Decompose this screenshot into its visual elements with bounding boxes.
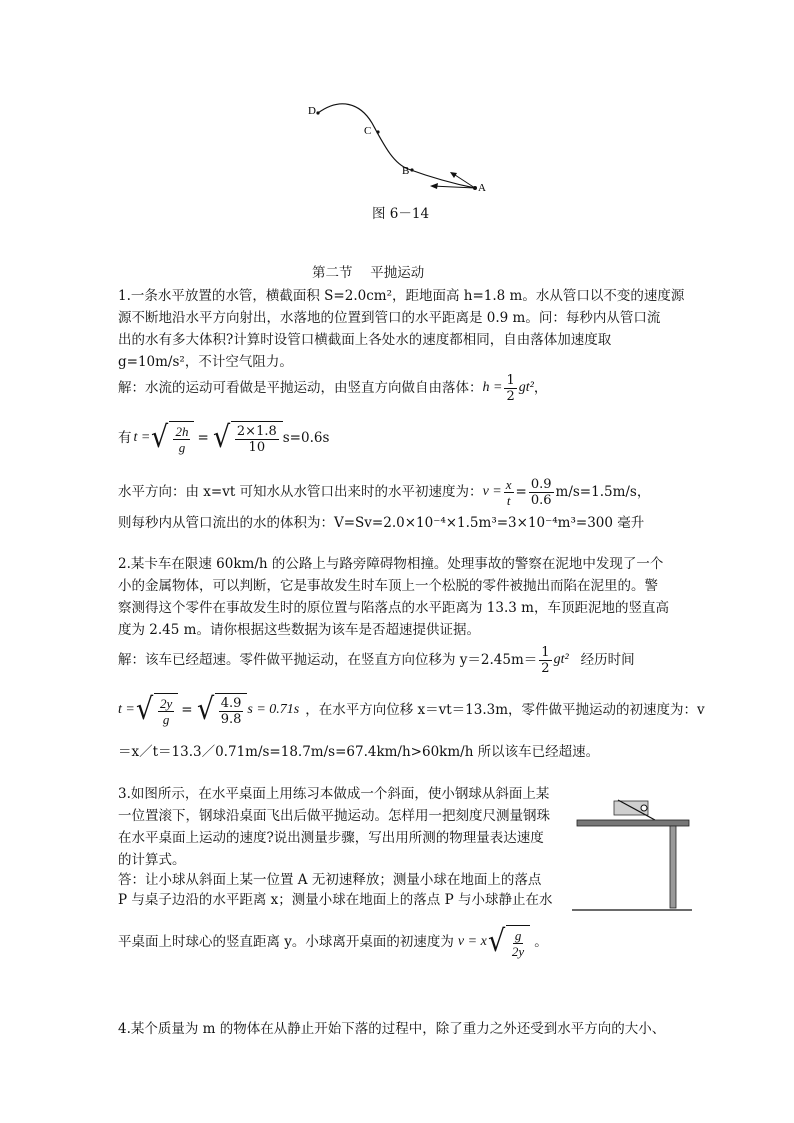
figure-6-14: [300, 95, 500, 200]
q2-sol2-eq: =: [181, 702, 193, 718]
q1-sol2-eq: =: [197, 430, 209, 446]
q1-line-2: 源不断地沿水平方向射出，水落地的位置到管口的水平距离是 0.9 m。问：每秒内从管口流: [118, 310, 661, 326]
q2-solution-1: [118, 644, 635, 676]
q1-line-3: 出的水有多大体积?计算时设管口横截面上各处水的速度都相同，自由落体加速度取: [118, 332, 612, 348]
q1-solution-4: 则每秒内从管口流出的水的体积为：V=Sv=2.0×10⁻⁴×1.5m³=3×10⁻⁴m³=300 毫升: [118, 515, 645, 531]
q1-eq-num: 1: [506, 372, 515, 388]
point-d-label: D: [308, 105, 316, 117]
q1-line-4: g=10m/s²，不计空气阻力。: [118, 354, 293, 370]
q3-answer-1: 答：让小球从斜面上某一位置 A 无初速释放；测量小球在地面上的落点: [118, 872, 542, 888]
q1-sol3-den-2: 0.6: [530, 492, 552, 508]
q1-line-1: 1.一条水平放置的水管，横截面积 S=2.0cm²，距地面高 h=1.8 m。水从管口以不变的速度源: [118, 288, 685, 304]
q1-sol3-result: m/s=1.5m/s，: [555, 484, 651, 500]
q1-sol3-den-1: t: [506, 492, 511, 508]
q2-sqrt-1: √ $\frac{2y}{g}$: [135, 693, 178, 727]
point-b-label: B: [402, 165, 410, 177]
q2-sol1-text: 解：该车已经超速。零件做平抛运动，在竖直方向位移为 y＝2.45m＝: [118, 652, 538, 668]
q2-sqrt-2: √ $\frac{4.9}{9.8}$: [196, 693, 248, 727]
q3-line-1: 3.如图所示，在水平桌面上用练习本做成一个斜面，使小钢球从斜面上某: [118, 786, 550, 802]
trajectory-curve: [318, 104, 475, 188]
q3-ans3-text: 平桌面上时球心的竖直距离 y。小球离开桌面的初速度为: [118, 934, 454, 950]
q3-ans3-v: v = x: [457, 934, 487, 949]
q1-sol3-eq: =: [515, 484, 527, 500]
q1-sol3-frac-1: [504, 478, 514, 507]
q3-sqrt-num: g: [514, 928, 522, 943]
q1-sqrt-2: √ $\frac{2\times 1.8}{10}$: [212, 421, 283, 455]
q2-sqrt-2-den: 9.8: [220, 712, 242, 727]
point-c-label: C: [364, 125, 372, 137]
q1-sqrt-2-den: 10: [248, 440, 266, 455]
q1-eq-lhs: h =: [482, 380, 503, 395]
q1-sqrt-1-den: g: [178, 440, 186, 455]
table-top: [577, 820, 689, 826]
q1-sol3-frac-2: [529, 478, 554, 507]
q3-line-3: 在水平桌面上运动的速度?说出测量步骤，写出用所测的物理量表达速度: [118, 830, 544, 846]
q3-answer-3: [118, 920, 548, 964]
q1-eq-fraction: [504, 374, 516, 403]
q1-solution-2: [118, 416, 329, 460]
q3-line-2: 一位置滚下，钢球沿桌面飞出后做平抛运动。怎样用一把刻度尺测量钢珠: [118, 808, 550, 824]
q2-line-2: 小的金属物体，可以判断，它是事故发生时车顶上一个松脱的零件被抛出而陷在泥里的。警: [118, 578, 658, 594]
q1-solution-1: [118, 372, 547, 404]
q2-solution-2: [118, 688, 705, 732]
q2-sol1-den: 2: [541, 660, 550, 676]
table-ramp-figure: [572, 780, 692, 915]
q1-solution-1-text: 解：水流的运动可看做是平抛运动，由竖直方向做自由落体：: [118, 380, 483, 396]
q2-line-4: 度为 2.45 m。请你根据这些数据为该车是否超速提供证据。: [118, 622, 480, 638]
q1-eq-rhs: gt²: [518, 380, 534, 395]
arrowhead-horizontal: [430, 183, 438, 189]
section-title: 第二节 平抛运动: [312, 265, 425, 281]
table-leg: [670, 826, 676, 908]
q1-sol2-t: t =: [133, 430, 151, 445]
point-a-label: A: [478, 182, 486, 194]
q2-sqrt-1-den: g: [162, 712, 170, 727]
q1-sol3-num-2: 0.9: [530, 476, 552, 492]
q3-answer-2: P 与桌子边沿的水平距离 x；测量小球在地面上的落点 P 与小球静止在水: [118, 892, 553, 908]
q3-sqrt-den: 2y: [511, 944, 525, 959]
q1-eq-den: 2: [506, 388, 515, 404]
q1-sqrt-1: √ $\frac{2h}{g}$: [150, 421, 194, 455]
q1-sol3-v: v =: [482, 484, 502, 499]
q1-eq-tail: ，: [533, 380, 548, 396]
q2-sqrt-2-num: 4.9: [220, 696, 242, 711]
point-c-dot: [376, 130, 379, 133]
q2-line-3: 察测得这个零件在事故发生时的原位置与陷落点的水平距离为 13.3 m，车顶距泥地的竖直高: [118, 600, 669, 616]
q2-line-1: 2.某卡车在限速 60km/h 的公路上与路旁障碍物相撞。处理事故的警察在泥地中发现了一个: [118, 556, 664, 572]
q1-sol3-prefix: 水平方向：由 x=vt 可知水从水管口出来时的水平初速度为：: [118, 484, 483, 500]
q1-sol2-prefix: 有: [118, 430, 132, 446]
q2-sol1-tail: 经历时间: [580, 652, 635, 668]
q2-sol1-frac: [539, 646, 551, 675]
point-d-dot: [316, 111, 319, 114]
q1-sol3-num-1: x: [505, 476, 512, 492]
q1-sqrt-2-num: 2×1.8: [236, 424, 277, 439]
point-b-dot: [410, 168, 413, 171]
q3-line-4: 的计算式。: [118, 852, 186, 868]
figure-caption: 图 6－14: [372, 206, 430, 222]
q2-sol1-rhs: gt²: [553, 652, 569, 667]
q1-solution-3: [118, 474, 650, 510]
q1-sol2-result: s=0.6s: [282, 430, 330, 446]
q3-ans3-tail: 。: [534, 934, 548, 950]
q2-sol1-num: 1: [541, 644, 550, 660]
q2-sol2-t: t =: [118, 702, 135, 717]
q2-solution-3: ＝x／t＝13.3／0.71m/s=18.7m/s=67.4km/h>60km/h 所以该车已经超速。: [118, 744, 600, 760]
q2-sol2-tail: ，在水平方向位移 x＝vt＝13.3m，零件做平抛运动的初速度为：v: [305, 702, 705, 718]
steel-ball: [641, 805, 647, 811]
q2-sqrt-1-num: 2y: [159, 696, 173, 711]
q4-line-1: 4.某个质量为 m 的物体在从静止开始下落的过程中，除了重力之外还受到水平方向的大小、: [118, 1021, 666, 1037]
q1-sqrt-1-num: 2h: [175, 424, 189, 439]
q3-sqrt: √ $\frac{g}{2y}$: [487, 925, 530, 959]
q2-sol2-result: s = 0.71s: [247, 702, 300, 717]
